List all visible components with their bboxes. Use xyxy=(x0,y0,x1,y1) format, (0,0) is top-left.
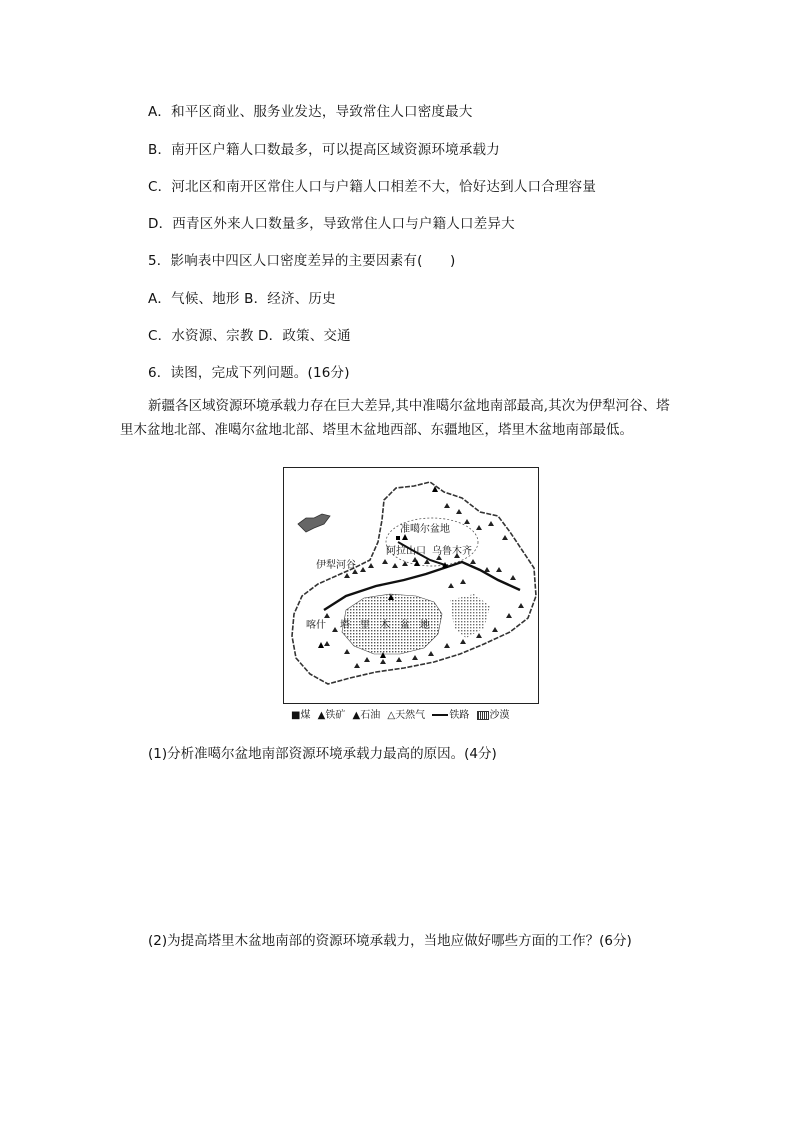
legend-desert: 沙漠 xyxy=(489,710,510,721)
map-svg xyxy=(284,468,539,704)
legend-coal: ■煤 xyxy=(291,710,311,721)
q4-option-a: A．和平区商业、服务业发达，导致常住人口密度最大 xyxy=(148,104,473,120)
label-urumqi: 乌鲁木齐 xyxy=(432,546,472,557)
coal-symbol xyxy=(396,536,400,540)
q5-stem: 5．影响表中四区人口密度差异的主要因素有( ) xyxy=(148,253,456,269)
gurbantunggut-desert-shape xyxy=(450,594,490,638)
q6-sub1: (1)分析准噶尔盆地南部资源环境承载力最高的原因。(4分) xyxy=(148,746,497,762)
q4-option-d: D．西青区外来人口数量多，导致常住人口与户籍人口差异大 xyxy=(148,216,515,232)
q4-option-b: B．南开区户籍人口数最多，可以提高区域资源环境承载力 xyxy=(148,142,500,158)
legend-oil: ▲石油 xyxy=(352,710,381,721)
legend-gas: △天然气 xyxy=(387,710,426,721)
label-alashankou: 阿拉山口 xyxy=(386,546,426,557)
q6-stem: 6．读图，完成下列问题。(16分) xyxy=(148,365,350,381)
q6-intro-paragraph: 新疆各区域资源环境承载力存在巨大差异,其中准噶尔盆地南部最高,其次为伊犁河谷、塔里木盆地北部、准噶尔盆地北部、塔里木盆地西部、东疆地区，塔里木盆地南部最低。 xyxy=(120,398,670,438)
q4-option-c: C．河北区和南开区常住人口与户籍人口相差不大，恰好达到人口合理容量 xyxy=(148,179,597,195)
legend-rail-icon xyxy=(432,714,448,716)
q5-options-cd: C．水资源、宗教 D．政策、交通 xyxy=(148,328,351,344)
label-kashgar: 喀什 xyxy=(306,620,326,631)
label-ili: 伊犁河谷 xyxy=(316,560,356,571)
xinjiang-map xyxy=(283,467,539,704)
legend-desert-icon xyxy=(477,711,489,720)
label-tarim: 塔 里 木 盆 地 xyxy=(340,620,430,631)
q5-options-ab: A．气候、地形 B．经济、历史 xyxy=(148,291,336,307)
balkhash-lake-shape xyxy=(298,514,330,532)
map-legend xyxy=(291,706,514,721)
q6-sub2: (2)为提高塔里木盆地南部的资源环境承载力，当地应做好哪些方面的工作？(6分) xyxy=(148,933,632,949)
xinjiang-boundary xyxy=(292,482,536,684)
label-junggar: 准噶尔盆地 xyxy=(400,524,450,535)
legend-rail: 铁路 xyxy=(449,710,470,721)
legend-iron: ▲铁矿 xyxy=(317,710,346,721)
oil-symbol-4 xyxy=(318,642,324,648)
